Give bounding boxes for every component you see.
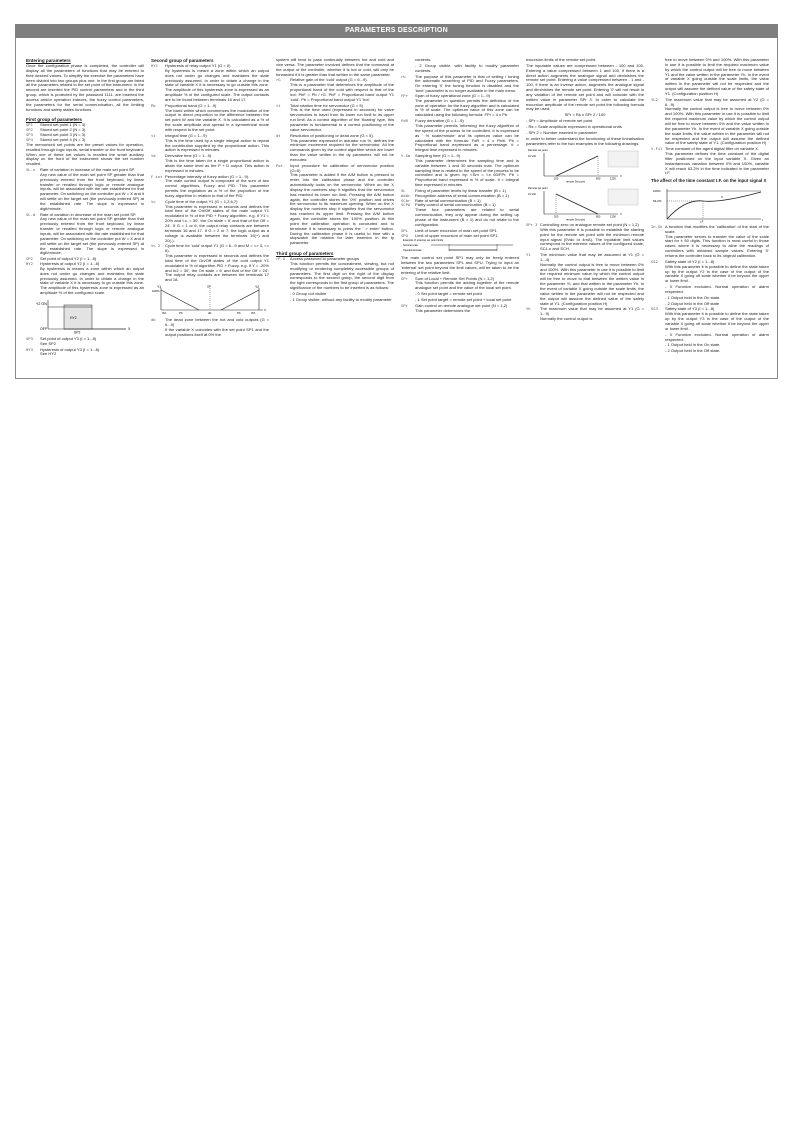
paragraph: The main control output is composed of the sum of two control algorithms, Fuzzy and PID. This parameter permits the regulation as a % of the proportion of the fuzzy algorithm in relation to that of the PID. — [165, 178, 269, 198]
param-label: Rate of variation in increase of the main set point SP. — [40, 167, 135, 173]
param-code: SP4 — [26, 136, 33, 142]
list-item: - SPr 2 = Number inserted in parameter — [526, 129, 597, 135]
axis-label: 63,2% — [653, 199, 662, 204]
param-label: Limit of upper excursion of main set point SP1 — [415, 232, 498, 238]
param-label: Percentage intensity of fuzzy action (G = 1...9). — [165, 173, 250, 179]
section-heading: First group of parameters — [26, 117, 82, 123]
param-label: Proportional band (G = 1...9) — [165, 102, 217, 108]
axis-label: t — [762, 218, 763, 223]
axis-label: X — [721, 195, 724, 200]
paragraph: excursion limits of the remote set point. — [526, 58, 597, 62]
param-code: tc — [151, 198, 156, 204]
paragraph: The parameter in question permits the definition of the zone of operation for the fuzzy algorithm and is calculated in % of scale. The optimum value of this zone can be calculated using the following formula: FPr = 4 x Pb. — [415, 97, 519, 118]
paragraph: Normally the control output is free to move between 0% and 100%. With this parameter in use it is possible to limit the required maximum value by which the control output will be free to move between 0% and the value written in the parameter Yh. In the event of variable X going outside the scale limits, the value written in the parameter will not be respected and the output will assume the defined value of the safety state of Y1. (Configuration position H) — [665, 106, 769, 146]
param-code: Pb — [151, 102, 156, 108]
param-label: Stored set point 4 (N = 3) — [40, 136, 86, 142]
param-code: Y1 — [526, 252, 531, 258]
param-code: Addr — [401, 192, 411, 198]
paragraph: The inputable values are compressed between - 100 and 100. Entering a value compressed between 1 and 100, if there is a direct action augments the analogue signal and diminishes the remote set point. Entering a value compressed between - 1 and - 100, if there is an inverse action, augments the analogue signal and diminishes the remote set point. Entering '0' will not result in any variation of the remote set point and will coincide with the written value in parameter SPr 3. In order to calculate the excursion amplitude of the remote set point the following formula may be used: — [526, 62, 644, 112]
paragraph: By hysteresis is means a zone within which an output does not under go changes and maintains the state previously assumed. In order to obtain a change in the state of variable X it is necessary to go outside this zone. The amplitude of this hysteresis zone is expressed as an amplitude % of the configured scale. — [40, 265, 144, 296]
param-code: SL — [401, 187, 406, 193]
param-label: Safety state of Y2 (I = 1...8) — [665, 258, 715, 264]
axis-label: Pb — [179, 311, 183, 316]
param-label: The maximum value that may be assumed at Y1 (G = 1...9) — [540, 306, 644, 317]
paragraph: This is the time taken for a single proportional action to attain the same level as the P + D output. This action is expressed in minutes. — [165, 158, 269, 173]
paragraph: With this parameter it is possible to establish the starting point for the remote set point with the minimum remote input signal (0Vdc or 4mA). The inputable limit values correspond to the extreme values of the configured scale, SCL.o and SCH. — [540, 226, 644, 252]
paragraph: The band within which commences the modulation of the output in direct proportion to the difference between the set point W and the variable X. It is calculated as a % of the scale amplitude and spread in a symmetrical mode with respect to the set point. — [165, 107, 269, 132]
param-label: The dead zone between the hot and cold outputs (G = 6...9) — [165, 316, 269, 327]
filter-time-constant-graph — [651, 185, 769, 223]
param-code: SL.d — [26, 211, 36, 217]
param-label: Safety state of Y3 (I = 1...8) — [665, 306, 715, 312]
param-code: rU — [401, 73, 406, 79]
page-title: PARAMETERS DESCRIPTION — [15, 24, 778, 38]
param-label: Rate of variation in decrease of the main set point SP. — [40, 211, 137, 217]
param-label: Gain control on remote analogue set point (N = 1,2) — [415, 302, 508, 308]
param-label: Resolution of positioning or dead zone (G = 5). — [290, 132, 374, 138]
param-code: td — [151, 153, 156, 159]
axis-label: db — [208, 311, 212, 316]
param-label: Sampling time (G = 1...9) — [415, 153, 461, 159]
axis-label: 100% — [653, 189, 661, 194]
param-code: HY3 — [26, 346, 33, 352]
param-code: HY1 — [151, 63, 158, 68]
param-code: SPr 3 — [526, 222, 538, 228]
param-code: SPL — [401, 227, 408, 233]
paragraph: This parameter expressed in actuator run %, defines the minimum movement required for the servomotor. All the commands given by the control algorithm which are lower than the value written in the dy parameter, will not be executed. — [290, 137, 394, 162]
list-item: - 0 Function excluded. Normal operation of alarm respected. — [665, 284, 769, 294]
paragraph: See SP2 — [40, 340, 56, 346]
paragraph: This function permits the adding together of the remote analogue set point and the value of the local set point. — [415, 280, 519, 291]
param-code: tt — [276, 102, 281, 108]
tick-label: 800 — [596, 215, 601, 219]
axis-label: Operational scale — [403, 249, 422, 253]
param-code: SP3 — [26, 335, 33, 341]
param-code: dt — [276, 132, 281, 138]
param-label: Sum of Local + Remote Set Points (N = 1,2) — [415, 275, 494, 281]
param-code: YL2 — [651, 96, 658, 102]
tick-label: 1200 — [610, 215, 616, 219]
param-code: t.Fil — [651, 146, 663, 152]
list-item: - 2 Group visible, with facility to modify parameter contents. — [415, 62, 519, 73]
section-heading: Second group of parameters — [151, 58, 214, 63]
axis-label: 100% — [152, 289, 160, 294]
columns — [26, 58, 774, 373]
paragraph: This parameter permits 'informing' the fuzzy algorithm of the speed of the process to be controlled. It is expressed as ' % scale/minute' and its optimum value can be calculated with the formula: FdR = 4 x Pb/ti. Pb = Proportional band expressed as a percentage. ti = Integral time expressed in minutes. — [415, 122, 519, 153]
param-label: Integral time (G = 1...9) — [165, 132, 207, 138]
param-code: ti — [151, 132, 156, 138]
paragraph: Normally the control output is free to move between 0% and 100%. With this parameter in use it is possible to limit the required minimum value by which the control output will be free to move to that between the written value in the parameter YL and that written in the parameter Yh. In the event of variable X going outside the scale limits, the value written in the parameter will not be respected and the output will assume the defined value of the safety state of Y1. (Configuration position H) — [540, 261, 644, 306]
column-6 — [651, 58, 769, 373]
param-label: Set point of output Y3 (I = 1...8) — [40, 335, 97, 341]
param-code: SPr — [401, 302, 408, 308]
set-point-limits-diagram — [401, 238, 519, 254]
section-heading: Third group of parameters — [276, 251, 334, 257]
param-label: Hysteresis of output Y3 (I = 1...8) — [40, 346, 100, 352]
param-code: SL.u — [26, 167, 36, 173]
remote-setpoint-graph-2 — [526, 185, 644, 221]
axis-label: SP2 — [74, 330, 81, 335]
paragraph: This parameter serves to transfer the value of the scale start for ± 50 digits. This function is most useful in those cases where it is necessary to aline the readings of controllers with obtained sample values. Entering '0' returns the controller back to its original calibration. — [665, 233, 769, 258]
param-code: SS3 — [651, 306, 658, 312]
paragraph: This is a parameter that determines the amplitude of the proportional band of the cold with respect to that of the hot: PbF = Pb / rG. PbF = Proportional band output Y1 'cold'. Pb = Proportional band output Y1 'hot'. — [290, 82, 394, 102]
paragraph: In order to better understand the functioning of these linearisation parameters refer to the two examples in the following drawings. — [526, 135, 644, 146]
param-label: Hysteresis of output Y2 (I = 1...8) — [40, 261, 100, 267]
paragraph: These four parameters are related to serial communication, they only appear during the setting up phase of the instrument (B = 1) and do not relate to the configuration. — [415, 207, 519, 227]
axis-label: remote Set point — [566, 218, 586, 222]
param-label: Controlling zero on analogue remote set point (N = 1,2) — [540, 222, 639, 228]
param-label: Stored set point 2 (N = 3) — [40, 127, 86, 133]
param-code: t.Sm — [401, 153, 411, 159]
axis-label: X — [620, 175, 622, 179]
list-item: - 2 Output held in the Off state. — [665, 348, 721, 354]
list-item: - 0 Set point target = remote set point — [415, 291, 482, 297]
axis-label: SP — [207, 284, 212, 289]
paragraph: The memorised set points are the preset values for operation, recalled through logic inputs, serial transfer or the front keyboard. When one of these set values is recalled the small auxiliary display on the front of the instrument shows the set number recalled. — [26, 141, 144, 167]
paragraph: This parameter is expressed in seconds and defines the total time of the On/Off states of the cold output Y1 modulated in % of algorithm PID + Fuzzy. e.g. If Y = -20% and tc2 = 30', the On state = 6' and that of the Off = 24'. The output relay contacts are between the terminals 17 and 18. — [165, 253, 269, 283]
param-code: rG — [276, 77, 281, 83]
param-label: Rate of serial communication (B = 1) — [415, 197, 481, 203]
column-4 — [401, 58, 519, 373]
list-item: - 1 Group visible, without any facility to modify parameter — [290, 296, 392, 302]
list-item: - SPr = Amplitude of remote set point — [526, 118, 593, 124]
tick-label: 200 — [554, 177, 559, 181]
param-label: Recognition address of serial communication (B = 1) — [415, 192, 509, 198]
paragraph: This parameter is expressed in seconds and defines the total time of the On/Off states of the main output Y1 modulated in % of the PID + Fuzzy algorithm. e.g. If Y1 = 20% and t.c. = 30', the On state = 6' and that of the Off = 24'. If G = 1 or 6, the output relay contacts are between terminals 16 and 17. If G = 2 or 7, the logic output as a voltage is available between the terminals 19(+) and 20(-). — [165, 203, 269, 243]
axis-label: Nominal scale — [403, 244, 419, 248]
paragraph: This parameter is added if the A/M button is pressed to enter into the calibration phase and the controller automatically locks on the servomotor. When on the X display the numbers stop it signifies that the servomotor has reached its lower run limit. Pressing the A/M button again, the controller stores the '0%' position and drives the servomotor to its maximum opening. When on the X display the numbers stop it signifies that the servomotor has reached its upper limit. Pressing the A/M button again, the controller stores the '100%' position. At this point the calibration operation is concluded and to terminate it is necessary to press the ' > enter' button. During the calibration phase it is useful to time with a stopwatch the rotation for later insertion in the ty parameter. — [290, 172, 394, 246]
list-item: - Rs = Scale amplitude expressed in operational units — [526, 123, 622, 129]
param-code: SP2 — [26, 127, 33, 133]
list-item: - 0 Group not visible — [290, 290, 327, 296]
axis-label: OFF — [40, 326, 48, 331]
param-label: Input procedure for calibration of servomotor position (G=5) — [290, 162, 394, 173]
axis-label: Remote set point — [528, 149, 548, 153]
list-item: - 1 Set point target = remote set point + local set point — [415, 296, 512, 302]
axis-label: Y2 ON — [36, 301, 47, 306]
param-label: The purpose of this parameter is that of setting / tuning the automatic searching of PID and Fuzzy parameters. On entering '0' the tuning function is disabled and the 'tune' parameter is no longer available in the main menu. — [415, 73, 519, 94]
paragraph: Any new value of the main set point SP greater than that previously entered from the front keyboard, by linear transfer or recalled through logic or remote analogue inputs, will be associated with the rate established for that parameter. On switching on the controller put W = X and it will settle on the target set (the previously entered SP) at the established rate. The slope is expressed in digit/minute. — [40, 171, 144, 211]
param-code: In.Sh — [651, 223, 663, 229]
axis-label: 10 Vdc — [528, 155, 537, 159]
list-item: - 1 Output held in the On state. — [665, 294, 721, 300]
axis-label: X — [128, 326, 131, 331]
param-code: SPU — [401, 232, 408, 238]
formula: SPr = Rs x SPr 2 / 100 — [564, 112, 606, 118]
paragraph: This parameter defines the time constant of the digital filter positioned on the input variable X. Given an instantaneous variation between 0% and 100%, variable X will reach 63.2% in the time indicated in the parameter t.F. — [665, 151, 769, 176]
axis-label: X — [620, 213, 622, 217]
param-label: Time constant of the agent digital filter on variable X. — [665, 146, 760, 152]
list-item: - 1 Output held in the On state. — [665, 342, 721, 348]
param-code: SS2 — [651, 258, 658, 264]
param-label: Stored set point 1 (N = 3) — [40, 122, 86, 128]
param-code: rP.A — [276, 256, 286, 262]
param-label: The maximum value that may be assumed at Y2 (G = 6...9) — [665, 96, 769, 107]
param-code: Yh — [526, 306, 531, 312]
tick-label: 1200 — [610, 177, 616, 181]
diagram-title: Example of entering set point limits — [403, 239, 444, 243]
paragraph: This parameter determines the — [415, 307, 471, 313]
column-5 — [526, 58, 644, 373]
param-label: The minimum value that may be assumed at Y1 (G = 1...4) — [540, 252, 644, 262]
param-code: FPr — [401, 92, 408, 98]
paragraph: See HY2 — [40, 351, 57, 357]
param-label: Access password to parameter groups — [290, 256, 360, 262]
paragraph: This parameter determines the sampling time and is variable between 1 and 30 seconds max. The optimum sampling time is related to the speed of the process to be controlled and is given by: t.Sm = t.x 60/FPr. Pb = Proportional band expressed in % of scale. ti = Integral time expressed in minutes. — [415, 157, 519, 188]
tick-label: 800 — [596, 177, 601, 181]
paragraph: free to move between 0% and 100%. With this parameter in use it is possible to limit the required maximum value by which the control output will be free to move between YL and the value written in the parameter Yh. In the event of variable X going outside the scale limits, the value written in the parameter will not be respected and the output will assume the defined value of the safety state of Y1. (Configuration position H) — [665, 58, 769, 96]
param-label: A function that modifies the 'calibration' of the start of the scale. — [665, 223, 769, 234]
paragraph: With this parameter it is possible to define the state taken up by the output Y2 in the case of the output of the variable X going off scale whether it be beyond the upper or lower limit. — [665, 263, 769, 284]
param-label: Total rotation time for servomotor (G = 5) — [290, 102, 363, 108]
column-2 — [151, 58, 269, 373]
param-code: SPr — [401, 275, 408, 281]
param-label: Derivative time (G = 1...9) — [165, 153, 212, 159]
paragraph: Any new value of the main set point SP greater than that previously entered from the front keyboard, by linear transfer or recalled through logic or remote analogue inputs, will be associated with the rate established for that parameter. On switching on the controller put W = X and it will settle on the target set (the previously entered SP) at the established rate. The slope is expressed in digit/minute. — [40, 216, 144, 256]
paragraph: contents. — [415, 58, 432, 62]
tick-label: 200 — [554, 215, 559, 219]
remote-setpoint-graph-1 — [526, 147, 644, 183]
param-code: db — [151, 316, 156, 322]
axis-label: HY2 — [70, 315, 77, 320]
paragraph: system will tend to pass continually between hot and cold and vice versa. The parameter involved defines that the command at the output of the controller, whether it is hot or cold, will only be forwarded if it is greater than that written in the same parameter. — [276, 58, 394, 77]
list-item: - 0 Function excluded. Normal operation of alarm respected. — [665, 331, 769, 342]
column-1 — [26, 58, 144, 373]
axis-label: X — [264, 308, 267, 313]
param-code: Pot. — [276, 162, 286, 168]
param-label: Fuzzy derivative (G = 1...9) — [415, 118, 464, 124]
axis-label: 0% — [162, 311, 167, 316]
axis-label: remote Set point — [566, 180, 586, 184]
param-code: HY2 — [26, 261, 33, 267]
paragraph: Once the configuration phase is completed, the controller will display all the parameters of functions that may be entered to their desired values. To simplify the exercise the parameters have been divided into two groups plus one. In the first group are listed all the parameters related to the set point of the instrument, in the second are inserted the PID control parameters and in the third group, which is protected by the password 1111, are inserted the access and/or operation indexes, the fuzzy control parameters, the parameters for the serial communication, all the limiting functions and safety states functions. — [26, 63, 144, 112]
param-code: F.int — [151, 173, 163, 179]
column-3 — [276, 58, 394, 373]
paragraph: By hysteresis is meant a zone within which an output does not under go changes and maintains the state previously assumed. In order to obtain a change in the state of variable X it is necessary to go outside this zone. The amplitude of this hysteresis zone is expressed as an amplitude % of the configured scale. The output contacts are to be found between terminals 16 and 17. — [165, 67, 269, 102]
param-code: SP2 — [26, 256, 33, 262]
paragraph: If the variable X coincides with the set point SP1 and the output positions itself at 0% the — [165, 326, 269, 337]
param-code: SCPA — [401, 202, 411, 208]
param-label: Relative gain of the 'cold' output (G = 6...9). — [290, 77, 368, 83]
axis-label: t.F — [700, 219, 704, 224]
param-label: Span of fuzzy operational zone (G = 1...9) — [415, 92, 491, 98]
param-label: Cycle time for 'cold' output Y1 (G = 6...9 and M = <> 3, <> 6). — [165, 243, 269, 254]
paragraph: The main control set point SP1 may only be freely entered between the two parameters SPL and SPU. Trying to input an 'external' set point beyond the limit values, will be taken to be the entering of the relative limit. — [401, 255, 519, 275]
axis-label: Y2 — [255, 285, 260, 290]
hysteresis-diagram — [26, 297, 144, 335]
axis-label: Pb — [237, 311, 241, 316]
paragraph: This function permits the concealment, viewing, but not modifying or rendering completely accessible groups of parameters. The first digit on the right of the display corresponds to the second group, the second digit from the right corresponds to the first group of parameters. The significance of the numbers to be inserted is as follows: — [290, 260, 394, 291]
param-label: Limit of lower excursion of main set point SP1 — [415, 227, 497, 233]
list-item: - 2 Output held in the Off state — [665, 300, 720, 306]
param-code: SP1 — [26, 122, 33, 128]
param-code: SCbr — [401, 197, 411, 203]
pb-db-diagram — [151, 284, 269, 316]
paragraph: With this parameter it is possible to define the state taken up by the output Y3 in the case of the output of the variable X going off scale whether it be beyond the upper or lower limit. — [665, 311, 769, 331]
param-label: Parity control of serial communication (B = 1) — [415, 202, 496, 208]
param-label: Set point of output Y2 (I = 1...8) — [40, 256, 97, 262]
paragraph: Normally the control output is — [540, 316, 593, 322]
subheading: The affect of the time constant t.F. on the input signal X — [651, 178, 767, 184]
param-code: SP3 — [26, 132, 33, 138]
paragraph: This is the time used by a single integral action to repeat the contribution supplied by the proportional action. This action is expressed in minutes. — [165, 137, 269, 153]
axis-label: Y1 — [157, 285, 162, 290]
axis-label: 0% — [251, 311, 256, 316]
paragraph: This is the time used (expressed in seconds) for valve servomotors to travel from its lower run limit to its upper run limit. As a control algorithm of the 'floating' type, this parameter is fundamental to a correct positioning of the value servomotor. — [290, 107, 394, 132]
axis-label: 10 Vdc — [528, 193, 537, 197]
param-label: Fixing of parameter levels by linear transfer (B = 1) — [415, 187, 506, 193]
param-code: tc 2 — [151, 243, 161, 249]
param-code: FdR — [401, 118, 408, 124]
section-heading: Entering parameters — [26, 58, 71, 63]
param-label: Hysteresis of relay output Y1 (G = 0) — [165, 63, 231, 68]
param-label: Stored set point 3 (N = 3) — [40, 132, 86, 138]
param-label: Cycle time of the output Y1 (G = 1,2,6,7) — [165, 198, 238, 204]
axis-label: Remote set point — [528, 187, 548, 191]
